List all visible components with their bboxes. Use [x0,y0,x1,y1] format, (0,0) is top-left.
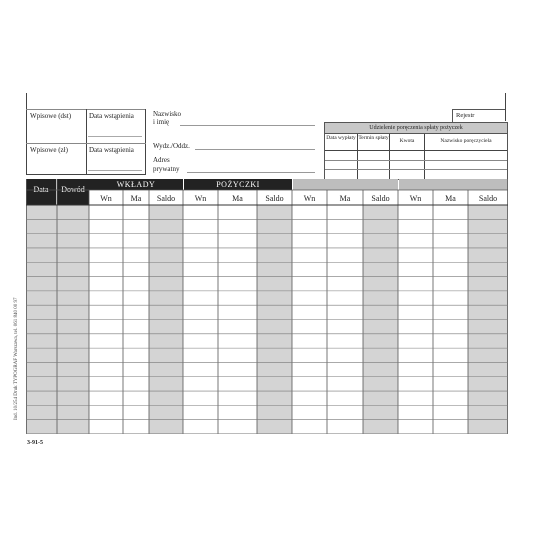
nazwisko-field[interactable] [180,125,315,126]
guarantee-title: Udzielenie poręczenia spłaty pożyczek [369,125,463,131]
data-wstapienia-label-2: Data wstąpienia [89,146,134,154]
form-code: 3-91-5 [27,440,43,446]
col-termin-splaty: Termin spłaty [358,135,389,141]
rejestr-box [452,109,505,123]
sub-header-wn: Wn [409,194,422,203]
sub-header-ma: Ma [445,194,456,203]
sub-header-ma: Ma [339,194,351,203]
side-print-text: Ind. 10/254 Druk TYPOGRAF Warszawa, tel. 061 840 00 97 [14,297,19,420]
sub-header-wn: Wn [100,194,112,203]
data-wstapienia-label: Data wstąpienia [89,112,134,120]
sub-header-ma: Ma [130,194,142,203]
col-kwota: Kwota [399,138,415,144]
wydz-field[interactable] [195,149,315,150]
col-dowod-label: Dowód [61,185,85,194]
sub-header-ma: Ma [232,194,243,203]
wpisowe-dst-label: Wpisowe (dst) [30,112,72,120]
col-nazwisko-poreczyciela: Nazwisko poręczyciela [440,138,492,144]
ledger-grid [26,179,508,434]
sub-header-wn: Wn [194,194,207,203]
nazwisko-label: Nazwisko [153,110,181,118]
group-pozyczki-label: POŻYCZKI [216,180,260,189]
sub-header-wn: Wn [303,194,316,203]
prywatny-label: prywatny [153,165,180,173]
top-left-box [26,93,146,175]
side-print [14,298,19,420]
wydz-label: Wydz./Oddz. [153,142,190,150]
wpisowe-zl-label: Wpisowe (zł) [30,146,68,154]
guarantee-table [324,122,508,180]
group-wklady-label: WKŁADY [116,180,156,189]
sub-header-saldo: Saldo [478,194,498,203]
adres-field[interactable] [187,172,315,173]
ledger-table [26,179,508,434]
sub-header-saldo: Saldo [156,194,176,203]
sub-header-saldo: Saldo [265,194,284,203]
sub-header-saldo: Saldo [371,194,390,203]
col-data-wyplaty: Data wypłaty [326,135,356,141]
col-data-label: Data [33,185,49,194]
adres-label: Adres [153,156,170,164]
rejestr-label: Rejestr [456,112,475,119]
imie-label: i imię [153,118,170,126]
